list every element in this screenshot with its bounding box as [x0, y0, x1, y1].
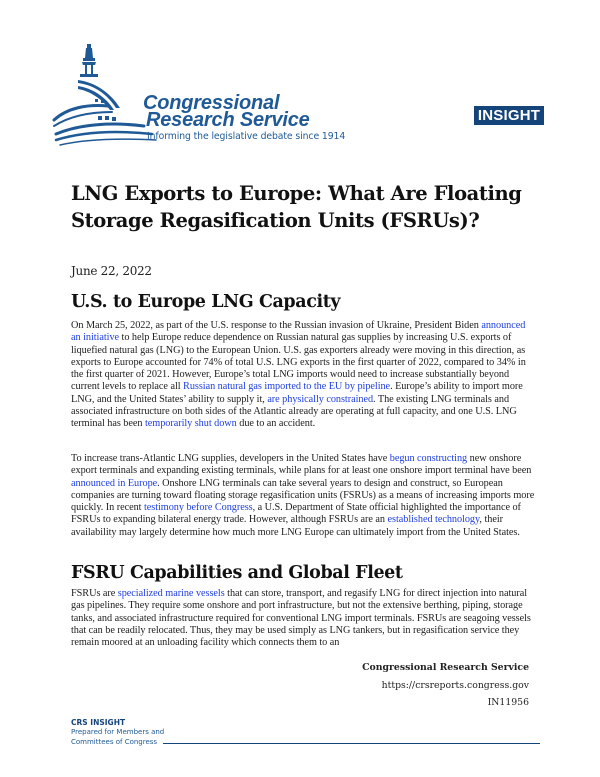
page-header [0, 0, 600, 150]
body-text: FSRUs are [71, 588, 118, 599]
body-text: . Onshore LNG terminals can take several years to design and construct, so European companies are turning toward floating storage regasification units (FSRUs) as a means of increasing imports more quickly. In recent [71, 477, 535, 514]
footer-org: Congressional Research Service [362, 662, 529, 673]
inline-link[interactable]: temporarily shut down [144, 418, 237, 430]
paragraph [71, 588, 535, 649]
body-text: On March 25, 2022, as part of the U.S. response to the Russian invasion of Ukraine, President Biden [71, 320, 482, 331]
footer-source [362, 659, 529, 712]
body-text: that can store, transport, and regasify LNG for direct injection into natural gas pipelines. They require some onshore and port infrastructure, but not the extensive berthing, piping, storage tanks, and associated infrastructure required for conventional LNG import terminals. FSRUs are seagoing vessels that can be readily relocated. Thus, they may be used simply as LNG tankers, but in regasification service they remain moored at an unloading facility which connects them to an [71, 588, 531, 649]
logo-tagline: Informing the legislative debate since 1914 [147, 131, 346, 142]
body-text: new onshore export terminals and expanding existing terminals, while plans for at least one onshore import terminal have been [71, 453, 532, 477]
footer-url[interactable]: https://crsreports.congress.gov [381, 679, 529, 691]
footer-divider [163, 743, 540, 744]
page-title: LNG Exports to Europe: What Are Floating Storage Regasification Units (FSRUs)? [71, 182, 522, 232]
body-text: due to an accident. [236, 418, 316, 430]
inline-link[interactable]: specialized marine vessels [117, 588, 225, 599]
inline-link[interactable]: announced in Europe [71, 477, 158, 489]
body-text: , a U.S. Department of State official highlighted the importance of FSRUs to expanding bilateral energy trade. However, although FSRUs are an [71, 502, 521, 526]
publication-date: June 22, 2022 [71, 264, 152, 278]
inline-link[interactable]: established technology [387, 514, 480, 526]
insight-badge: INSIGHT [474, 106, 544, 125]
crs-logo [143, 92, 346, 142]
footer-sub-line2: Committees of Congress [71, 738, 158, 746]
logo-line1: Congressional [143, 92, 280, 114]
inline-link[interactable]: testimony before Congress [143, 502, 253, 514]
paragraph [71, 453, 535, 539]
paragraph [71, 320, 535, 431]
inline-link[interactable]: are physically constrained [267, 393, 374, 405]
footer-brand-block [71, 718, 164, 747]
body-text: To increase trans-Atlantic LNG supplies, developers in the United States have [71, 453, 390, 464]
footer-sub-line1: Prepared for Members and [71, 728, 165, 736]
inline-link[interactable]: begun constructing [389, 453, 468, 464]
inline-link[interactable]: announced an initiative [71, 320, 526, 344]
body-text: . Europe’s ability to import more LNG, and the United States’ ability to supply it, [71, 381, 523, 405]
body-text: . The existing LNG terminals and associated infrastructure on both sides of the Atlantic already are operating at full capacity, and one U.S. LNG terminal has been [71, 393, 517, 430]
logo-line2: Research Service [146, 109, 310, 131]
section-heading-fsru-capabilities: FSRU Capabilities and Global Fleet [71, 563, 403, 583]
report-id: IN11956 [487, 697, 529, 708]
section-heading-capacity: U.S. to Europe LNG Capacity [71, 292, 341, 312]
body-text: , their availability may largely determine how much more LNG Europe can ultimately import from the United States. [71, 514, 520, 538]
body-text: to help Europe reduce dependence on Russian natural gas supplies by increasing U.S. exports of liquefied natural gas (LNG) to the European Union. U.S. gas exporters already were moving in this direction, as exports to Europe accounted for 74% of total U.S. LNG exports in the first quarter of 2022, compared to 34% in the first quarter of 2021. However, Europe’s total LNG imports would need to increase substantially beyond current levels to replace all [71, 332, 526, 393]
inline-link[interactable]: Russian natural gas imported to the EU by pipeline [183, 381, 391, 393]
footer-brand: CRS INSIGHT [71, 718, 126, 727]
